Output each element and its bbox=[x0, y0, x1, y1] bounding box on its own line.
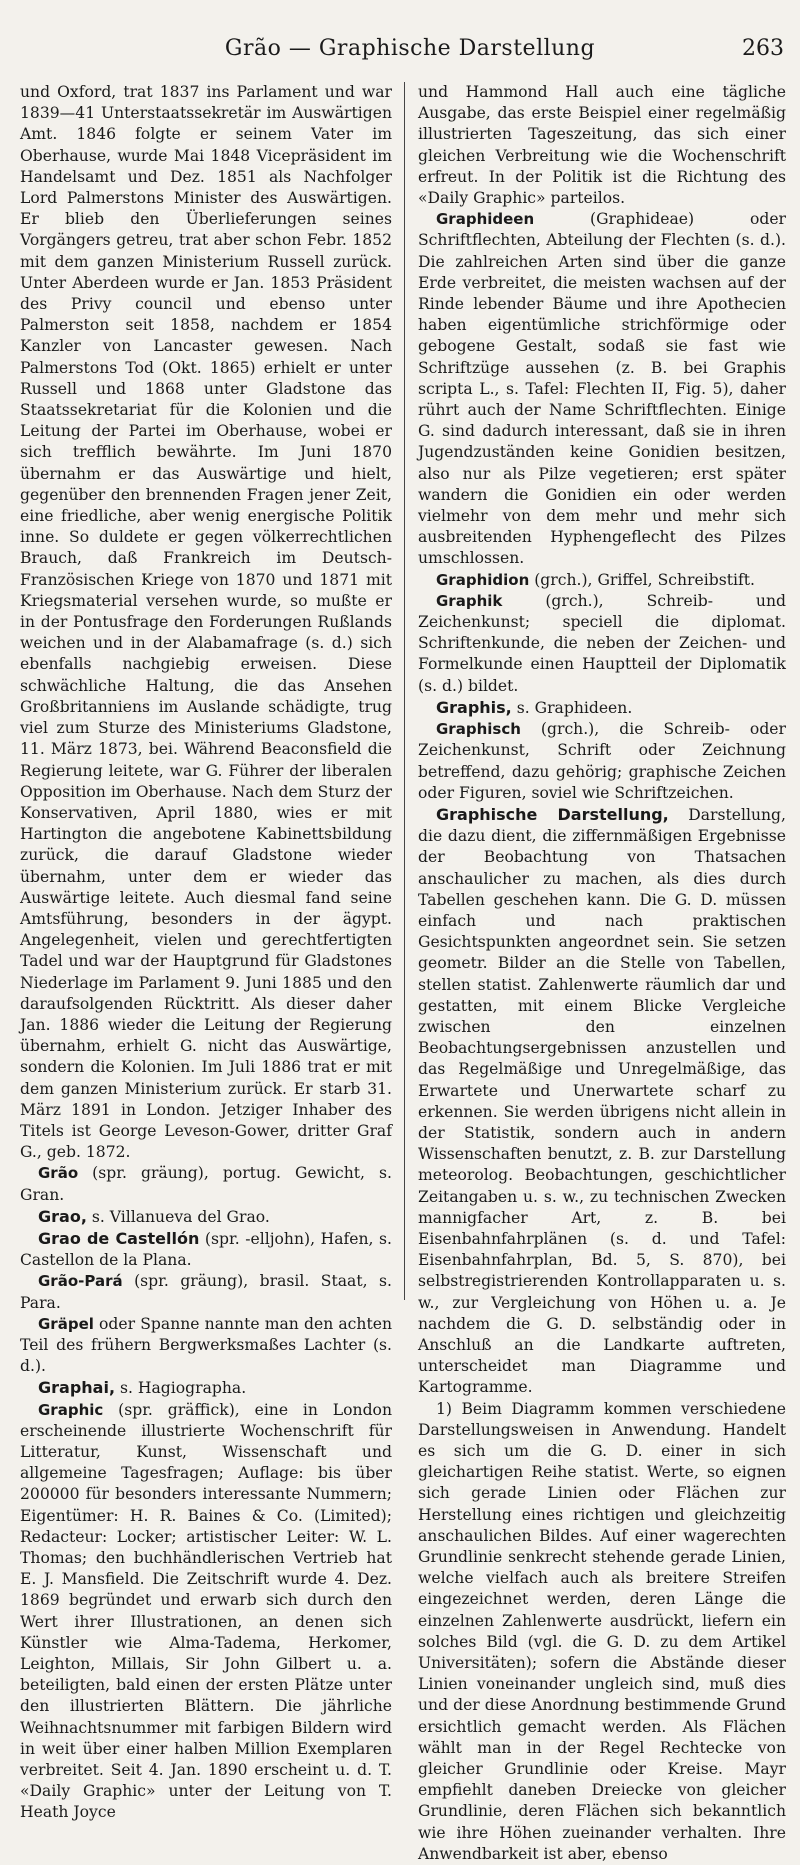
headword: Grao de Castellón bbox=[38, 1228, 200, 1248]
entry-grao-de-castellon bbox=[20, 1228, 392, 1271]
entry-graphik bbox=[418, 591, 786, 697]
entry-grapel bbox=[20, 1314, 392, 1378]
entry-text: s. Hagiographa. bbox=[115, 1379, 247, 1398]
entry-text: (grch.), Griffel, Schreibstift. bbox=[529, 570, 755, 589]
entry-text: (spr. gräffick), eine in London erscheinende illustrierte Wochenschrift für Litteratur, Kunst, Wissenschaft und allgemeine Tagesfragen; Auflage: bis über 200000 für besonders interessante Nummern; Eigentümer: H. R. Baines & Co. (Limited); Redacteur: Locker; artistischer Leiter: W. L. Thomas; den buchhändlerischen Vertrieb hat E. J. Mansfield. Die Zeitschrift wurde 4. Dez. 1869 begründet und erwarb sich durch den Wert ihrer Illustrationen, an denen sich Künstler wie Alma-Tadema, Herkomer, Leighton, Millais, Sir John Gilbert u. a. beteiligten, bald einen der ersten Plätze unter den illustrierten Blättern. Die jährliche Weihnachtsnummer mit farbigen Bildern wird in weit über einer halben Million Exemplaren verbreitet. Seit 4. Jan. 1890 erscheint u. d. T. «Daily Graphic» unter der Leitung von T. Heath Joyce bbox=[20, 1400, 392, 1822]
entry-graphai bbox=[20, 1377, 392, 1399]
entry-text: (Graphideae) oder Schriftflechten, Abteilung der Flechten (s. d.). Die zahlreichen Arten sind über die ganze Erde verbreitet, die meisten wachsen auf der Rinde lebender Bäume und ihre Apothecien haben eigentümliche strichförmige oder gebogene Gestalt, sodaß sie fast wie Schriftzüge aussehen (z. B. bei Graphis scripta L., s. Tafel: Flechten II, Fig. 5), daher rührt auch der Name Schriftflechten. Einige G. sind dadurch interessant, daß sie in ihren Jugendzuständen keine Gonidien besitzen, also nur als Pilze vegetieren; erst später wandern die Gonidien ein oder werden vielmehr von dem mehr und mehr sich ausbreitenden Hyphengeflecht des Pilzes umschlossen. bbox=[418, 210, 786, 568]
entry-grao-2 bbox=[20, 1206, 392, 1228]
entry-text: (spr. -elljohn), Hafen, s. Castellon de la Plana. bbox=[20, 1229, 392, 1270]
headword: Graphideen bbox=[436, 210, 535, 229]
entry-graphis bbox=[418, 697, 786, 719]
entry-graphische-darstellung bbox=[418, 804, 786, 1399]
headword: Graphidion bbox=[436, 570, 530, 589]
headword: Graphai, bbox=[38, 1378, 116, 1398]
header-title: Grão — Graphische Darstellung bbox=[224, 36, 596, 61]
entry-graphisch bbox=[418, 719, 786, 804]
right-column bbox=[418, 82, 786, 1863]
entry-graphidion bbox=[418, 570, 786, 591]
headword: Grao, bbox=[38, 1206, 87, 1226]
entry-text: (spr. gräung), brasil. Staat, s. Para. bbox=[20, 1272, 392, 1312]
column-divider bbox=[404, 82, 405, 1300]
headword: Graphic bbox=[38, 1400, 104, 1419]
entry-text: (grch.), Schreib- und Zeichenkunst; speciell die diplomat. Schriftenkunde, die neben der Zeichen- und Formelkunde einen Hauptteil der Diplomatik (s. d.) bildet. bbox=[418, 591, 786, 695]
entry-text: s. Villanueva del Grao. bbox=[86, 1207, 270, 1226]
page-number: 263 bbox=[742, 36, 784, 61]
running-header bbox=[0, 36, 800, 72]
headword: Graphik bbox=[436, 591, 503, 610]
entry-text: oder Spanne nannte man den achten Teil des frühern Bergwerksmaßes Lachter (s. d.). bbox=[20, 1314, 392, 1376]
headword: Graphis, bbox=[436, 697, 512, 717]
headword: Gräpel bbox=[38, 1314, 94, 1333]
headword: Grão-Pará bbox=[38, 1272, 123, 1291]
entry-graphic bbox=[20, 1400, 392, 1824]
entry-text: s. Graphideen. bbox=[511, 698, 633, 717]
entry-text: Darstellung, die dazu dient, die ziffernmäßigen Ergebnisse der Beobachtung von Thatsachen anschaulicher zu machen, als dies durch Tabellen geschehen kann. Die G. D. müssen einfach und nach praktischen Gesichtspunkten angeordnet sein. Sie setzen geometr. Bilder an die Stelle von Tabellen, stellen statist. Zahlenwerte räumlich dar und gestatten, mit einem Blicke Vergleiche zwischen den einzelnen Beobachtungsergebnissen anzustellen und das Regelmäßige und Unregelmäßige, das Erwartete und Unerwartete scharf zu erkennen. Sie werden übrigens nicht allein in der Statistik, sondern auch in andern Wissenschaften benutzt, z. B. zur Darstellung meteorolog. Beobachtungen, geschichtlicher Zeitangaben u. s. w., zu technischen Zwecken mannigfacher Art, z. B. bei Eisenbahnfahrplänen (s. d. und Tafel: Eisenbahnfahrplan, Bd. 5, S. 870), bei selbstregistrierenden Kontrollapparaten u. s. w., zur Vergleichung von Höhen u. a. Je nachdem die G. D. selbständig oder in Anschluß an die Landkarte auftreten, unterscheidet man Diagramme und Kartogramme. bbox=[418, 805, 786, 1397]
headword: Graphische Darstellung, bbox=[436, 804, 669, 824]
entry-grao bbox=[20, 1163, 392, 1205]
paragraph-diagramm: 1) Beim Diagramm kommen verschiedene Darstellungsweisen in Anwendung. Handelt es sich um die G. D. einer in sich gleichartigen Reihe statist. Werte, so eignen sich gerade Linien oder Flächen zur Herstellung eines richtigen und gleichzeitig anschaulichen Bildes. Auf einer wagerechten Grundlinie senkrecht stehende gerade Linien, welche vielfach auch als breitere Streifen eingezeichnet werden, deren Länge die einzelnen Zahlenwerte ausdrückt, liefern ein solches Bild (vgl. die G. D. zu dem Artikel Universitäten); sofern die Abstände dieser Linien voneinander ungleich sind, muß dies und der diese Anordnung bestimmende Grund ersichtlich gemacht werden. Als Flächen wählt man in der Regel Rechtecke von gleicher Grundlinie oder Kreise. Mayr empfiehlt daneben Dreiecke von gleicher Grundlinie, deren Flächen sich bekanntlich wie ihre Höhen zueinander verhalten. Ihre Anwendbarkeit ist aber, ebenso bbox=[418, 1399, 786, 1863]
left-column bbox=[20, 82, 392, 1822]
paragraph-continuation: und Hammond Hall auch eine tägliche Ausgabe, das erste Beispiel einer regelmäßig illustrierten Tageszeitung, das sich einer gleichen Verbreitung wie die Wochenschrift erfreut. In der Politik ist die Richtung des «Daily Graphic» parteilos. bbox=[418, 83, 786, 208]
entry-text: (spr. gräung), portug. Gewicht, s. Gran. bbox=[20, 1164, 392, 1204]
entry-text: (grch.), die Schreib- oder Zeichenkunst, Schrift oder Zeichnung betreffend, dazu gehörig; graphische Zeichen oder Figuren, soviel wie Schriftzeichen. bbox=[418, 720, 786, 802]
headword: Grão bbox=[38, 1164, 79, 1183]
entry-grao-para bbox=[20, 1271, 392, 1313]
paragraph-continuation: und Oxford, trat 1837 ins Parlament und war 1839—41 Unterstaatssekretär im Auswärtigen Amt. 1846 folgte er seinem Vater im Oberhause, wurde Mai 1848 Vicepräsident im Handelsamt und Dez. 1851 als Nachfolger Lord Palmerstons Minister des Auswärtigen. Er blieb den Überlieferungen seines Vorgängers getreu, trat aber schon Febr. 1852 mit dem ganzen Ministerium Russell zurück. Unter Aberdeen wurde er Jan. 1853 Präsident des Privy council und ebenso unter Palmerston seit 1858, nachdem er 1854 Kanzler von Lancaster gewesen. Nach Palmerstons Tod (Okt. 1865) erhielt er unter Russell und 1868 unter Gladstone das Staatssekretariat für die Kolonien und die Leitung der Partei im Oberhause, wobei er sich trefflich bewährte. Im Juni 1870 übernahm er das Auswärtige und hielt, gegenüber den brennenden Fragen jener Zeit, eine friedliche, aber wenig energische Politik inne. So duldete er gegen völkerrechtlichen Brauch, daß Frankreich im Deutsch-Französischen Kriege von 1870 und 1871 mit Kriegsmaterial versehen wurde, so mußte er in der Pontusfrage den Forderungen Rußlands weichen und in der Alabamafrage (s. d.) sich ebenfalls nachgiebig erweisen. Diese schwächliche Haltung, die das Ansehen Großbritanniens im Auslande schädigte, trug viel zum Sturze des Ministeriums Gladstone, 11. März 1873, bei. Während Beaconsfield die Regierung leitete, war G. Führer der liberalen Opposition im Oberhause. Nach dem Sturz der Konservativen, April 1880, wies er mit Hartington die angebotene Kabinettsbildung zurück, die darauf Gladstone wieder übernahm, unter dem er wieder das Auswärtige leitete. Auch diesmal fand seine Amtsführung, besonders in der ägypt. Angelegenheit, vielen und gerechtfertigten Tadel und war der Hauptgrund für Gladstones Niederlage im Parlament 9. Juni 1885 und den daraufsolgenden Rücktritt. Als dieser daher Jan. 1886 wieder die Leitung der Regierung übernahm, erhielt G. nicht das Auswärtige, sondern die Kolonien. Im Juli 1886 trat er mit dem ganzen Ministerium zurück. Er starb 31. März 1891 in London. Jetziger Inhaber des Titels ist George Leveson-Gower, dritter Graf G., geb. 1872. bbox=[20, 83, 392, 1162]
entry-graphideen bbox=[418, 209, 786, 569]
headword: Graphisch bbox=[436, 720, 521, 739]
